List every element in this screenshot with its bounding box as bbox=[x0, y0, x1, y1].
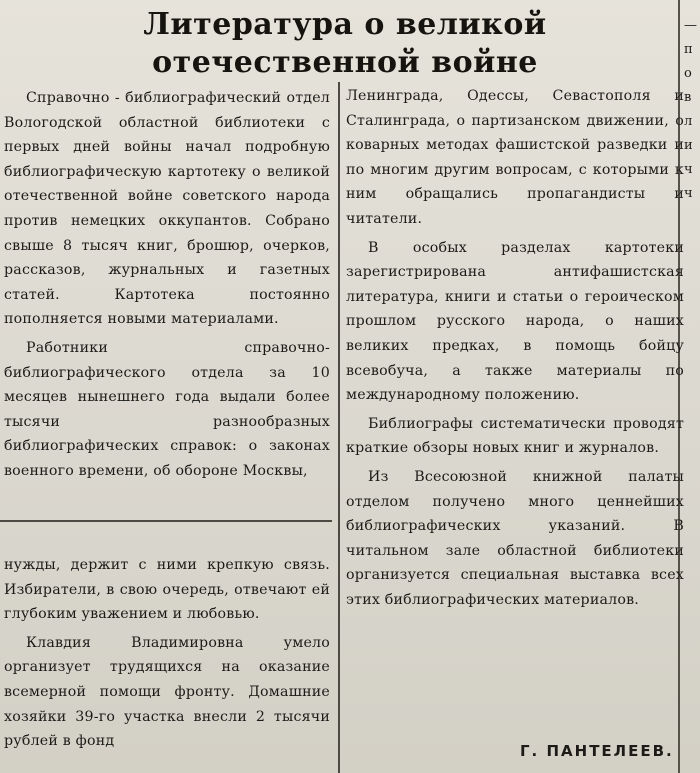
article-paragraph: Работники справочно-библиографического отдела за 10 месяцев нынешнего года выдали более тысячи разнообразных библиографических справок: о законах военного времени, об обороне Москвы, bbox=[4, 339, 330, 479]
article-paragraph: В особых разделах картотеки зарегистрирована антифашистская литература, книги и статьи о героическом прошлом русского народа, о наших великих предках, в помощь бойцу всевобуча, а также материалы по международному положению. bbox=[346, 239, 684, 404]
article-column-right bbox=[346, 84, 684, 612]
article-paragraph: Библиографы систематически проводят краткие обзоры новых книг и журналов. bbox=[346, 415, 684, 457]
edge-letter: п bbox=[684, 42, 693, 57]
article-paragraph: Ленинграда, Одессы, Севастополя и Сталинграда, о партизанском движении, о коварных методах фашистской разведки и по многим другим вопросам, с которыми к ним обращались пропагандисты и читатели. bbox=[346, 88, 684, 227]
edge-letter: — bbox=[684, 18, 697, 33]
article-separator bbox=[0, 520, 332, 522]
adjacent-article-fragment bbox=[4, 553, 330, 754]
edge-letter: ч bbox=[684, 162, 693, 177]
column-divider bbox=[338, 82, 340, 773]
edge-letter: л bbox=[684, 114, 693, 129]
article-paragraph: Клавдия Владимировна умело организует трудящихся на оказание всемерной помощи фронту. Домашние хозяйки 39-го участка внесли 2 тысячи рублей в фонд bbox=[4, 634, 330, 750]
article-title bbox=[110, 6, 580, 82]
article-title-line-1: Литература о великой bbox=[143, 7, 547, 42]
article-paragraph: нужды, держит с ними крепкую связь. Избиратели, в свою очередь, отвечают ей глубоким уважением и любовью. bbox=[4, 557, 330, 623]
adjacent-column-edge bbox=[684, 14, 700, 206]
edge-letter: ч bbox=[684, 186, 693, 201]
article-title-line-2: отечественной войне bbox=[152, 45, 538, 80]
edge-letter: и bbox=[684, 138, 693, 153]
article-paragraph: Справочно - библиографический отдел Вологодской областной библиотеки с первых дней войны начал подробную библиографическую картотеку о великой отечественной войне советского народа против немецких оккупантов. Собрано свыше 8 тысяч книг, брошюр, очерков, рассказов, журнальных и газетных статей. Картотека постоянно пополняется новыми материалами. bbox=[4, 90, 330, 328]
edge-letter: о bbox=[684, 66, 692, 81]
article-paragraph: Из Всесоюзной книжной палаты отделом получено много ценнейших библиографических указаний. В читальном зале областной библиотеки организуется специальная выставка всех этих библиографических материалов. bbox=[346, 468, 684, 608]
edge-letter: в bbox=[684, 90, 692, 105]
author-signature: Г. ПАНТЕЛЕЕВ. bbox=[520, 742, 674, 760]
article-column-left bbox=[4, 86, 330, 484]
